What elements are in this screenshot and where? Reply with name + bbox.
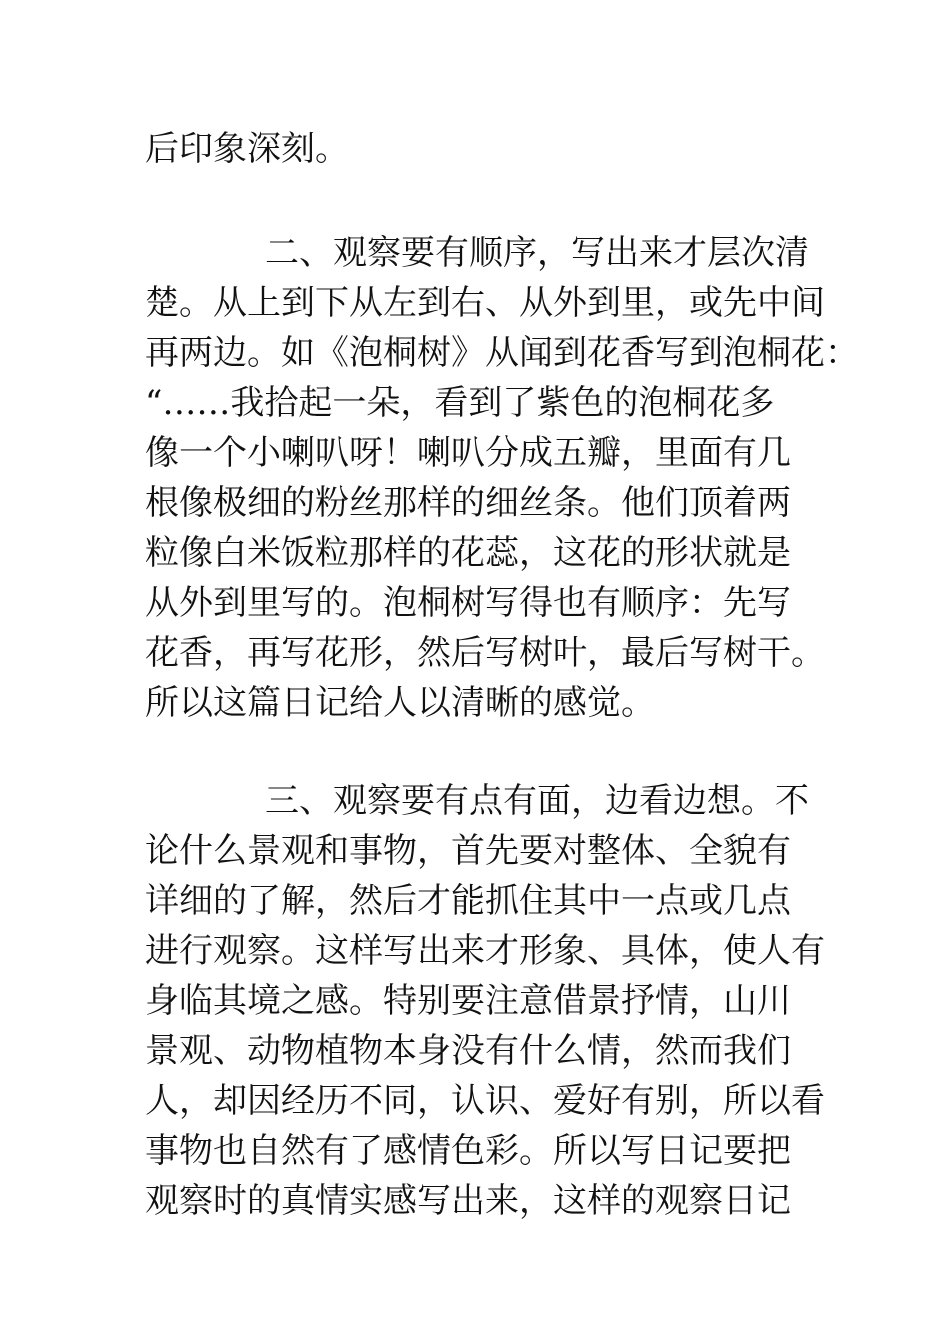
- text-line-11: 所以这篇日记给人以清晰的感觉。: [145, 683, 655, 723]
- text-line-10: 花香，再写花形，然后写树叶，最后写树干。: [145, 633, 825, 673]
- text-line-17: 景观、动物植物本身没有什么情，然而我们: [145, 1031, 791, 1071]
- text-line-4: 再两边。如《泡桐树》从闻到花香写到泡桐花：: [145, 333, 859, 373]
- text-line-9: 从外到里写的。泡桐树写得也有顺序：先写: [145, 583, 791, 623]
- text-line-5: “……我拾起一朵，看到了紫色的泡桐花多: [145, 383, 775, 423]
- text-line-20: 观察时的真情实感写出来，这样的观察日记: [145, 1181, 791, 1221]
- text-line-18: 人，却因经历不同，认识、爱好有别，所以看: [145, 1081, 825, 1121]
- text-line-16: 身临其境之感。特别要注意借景抒情，山川: [145, 981, 791, 1021]
- text-line-1: 后印象深刻。: [145, 129, 349, 169]
- text-line-12: 三、观察要有点有面，边看边想。不: [265, 781, 809, 821]
- text-line-7: 根像极细的粉丝那样的细丝条。他们顶着两: [145, 483, 791, 523]
- text-line-6: 像一个小喇叭呀！喇叭分成五瓣，里面有几: [145, 433, 791, 473]
- text-line-13: 论什么景观和事物，首先要对整体、全貌有: [145, 831, 791, 871]
- text-line-14: 详细的了解，然后才能抓住其中一点或几点: [145, 881, 791, 921]
- text-line-15: 进行观察。这样写出来才形象、具体，使人有: [145, 931, 825, 971]
- text-line-2: 二、观察要有顺序，写出来才层次清: [265, 233, 809, 273]
- text-line-19: 事物也自然有了感情色彩。所以写日记要把: [145, 1131, 791, 1171]
- text-line-3: 楚。从上到下从左到右、从外到里，或先中间: [145, 283, 825, 323]
- text-line-8: 粒像白米饭粒那样的花蕊，这花的形状就是: [145, 533, 791, 573]
